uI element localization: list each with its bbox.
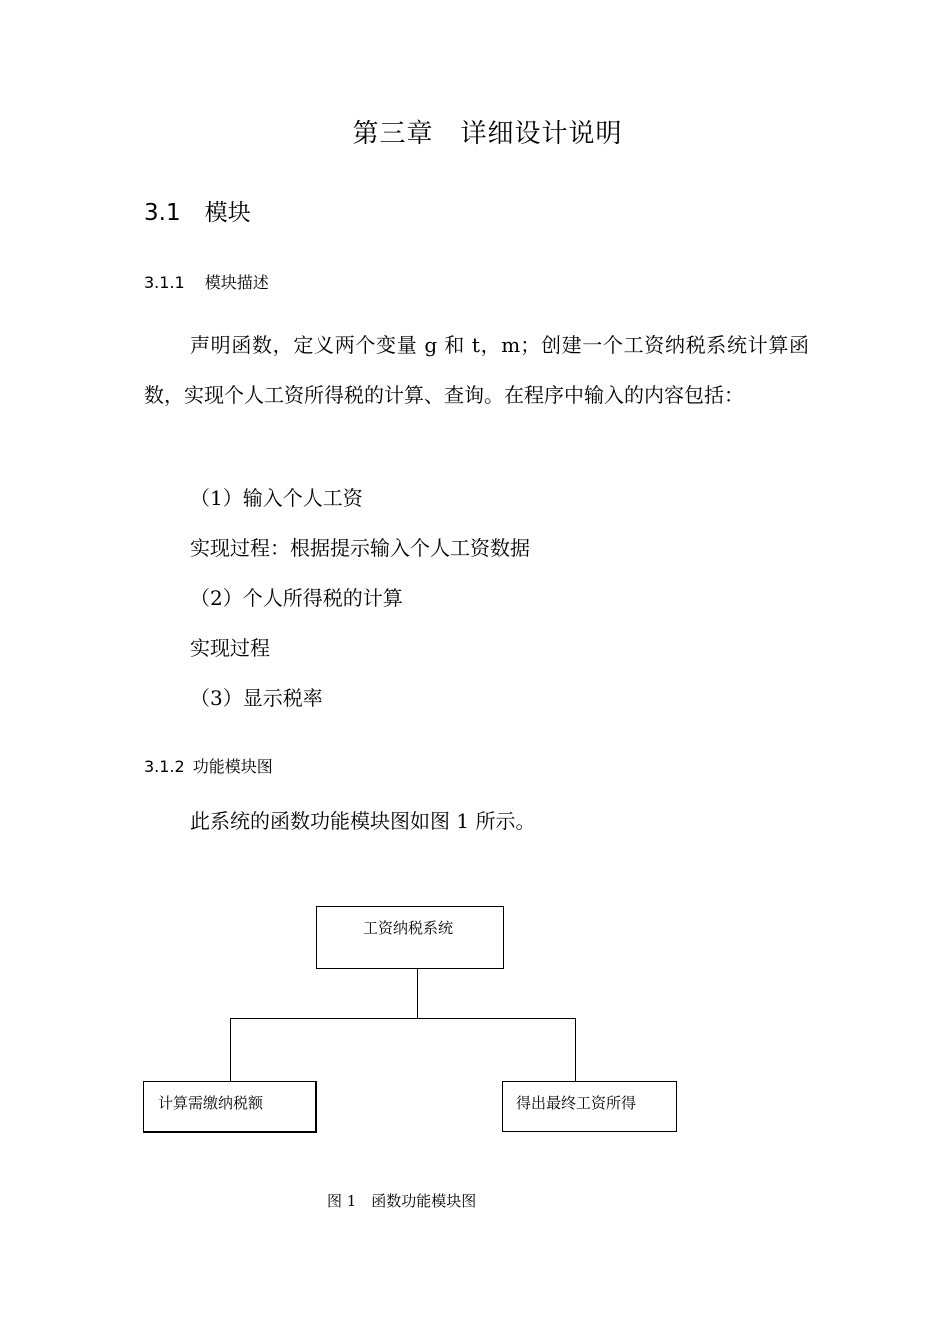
connector-horizontal: [230, 1018, 576, 1019]
subsection-number: 3.1.1: [144, 273, 185, 292]
diagram-child-box-final: [502, 1081, 677, 1132]
chapter-title: 第三章 详细设计说明: [352, 119, 623, 149]
section-heading: [144, 194, 251, 227]
list-item: 实现过程: [190, 636, 270, 660]
section-title: 模块: [204, 200, 251, 226]
subsection-title: 模块描述: [204, 273, 269, 292]
diagram-child-label: 得出最终工资所得: [516, 1094, 637, 1112]
figure-caption: 图 1 函数功能模块图: [327, 1192, 477, 1210]
list-item: （2）个人所得税的计算: [190, 586, 403, 610]
diagram-root-box: [316, 906, 504, 969]
subsection-heading-diagram: [144, 754, 273, 777]
list-item: （1）输入个人工资: [190, 486, 363, 510]
subsection-number: 3.1.2: [144, 757, 185, 776]
connector-vertical-root: [417, 969, 418, 1019]
section-number: 3.1: [144, 200, 181, 226]
intro-paragraph: 声明函数，定义两个变量 g 和 t，m；创建一个工资纳税系统计算函数，实现个人工资所得税的计算、查询。在程序中输入的内容包括：: [144, 333, 809, 407]
connector-vertical-left: [230, 1018, 231, 1082]
subsection-title: 功能模块图: [192, 757, 273, 776]
diagram-child-box-calc: [143, 1081, 317, 1133]
list-item: （3）显示税率: [190, 686, 323, 710]
connector-vertical-right: [575, 1018, 576, 1082]
diagram-root-label: 工资纳税系统: [363, 919, 454, 937]
diagram-intro: 此系统的函数功能模块图如图 1 所示。: [190, 809, 536, 833]
diagram-child-label: 计算需缴纳税额: [158, 1094, 264, 1112]
subsection-heading-description: [144, 270, 269, 293]
list-item: 实现过程：根据提示输入个人工资数据: [190, 536, 530, 560]
